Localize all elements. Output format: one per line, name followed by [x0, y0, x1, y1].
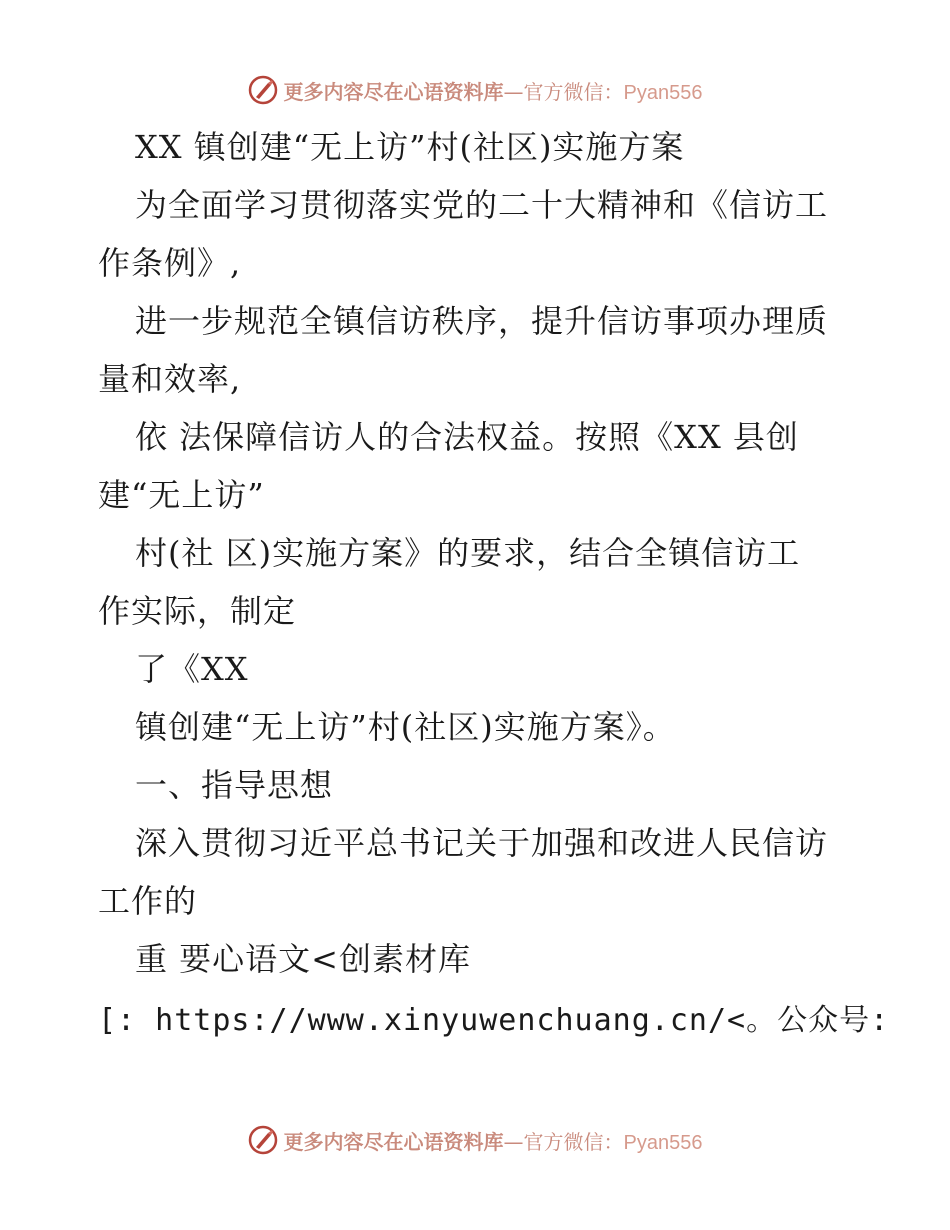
section-heading: 一、指导思想 — [135, 766, 334, 804]
banner-wechat-label: 官方微信： — [523, 1129, 624, 1154]
paragraph-line: 为全面学习贯彻落实党的二十大精神和《信访工 — [135, 186, 829, 224]
paragraph-line: 镇创建“无上访”村(社区)实施方案》。 — [135, 708, 676, 746]
banner-text — [284, 76, 703, 105]
banner-wechat-id: Pyan556 — [623, 1131, 703, 1154]
paragraph-line: 了《XX — [135, 650, 249, 688]
quill-pen-logo-icon — [248, 75, 278, 105]
banner-wechat-id: Pyan556 — [623, 81, 703, 104]
paragraph-line: 建“无上访” — [98, 476, 265, 514]
paragraph-line: 依 法保障信访人的合法权益。按照《XX 县创 — [135, 418, 799, 456]
banner-dash: — — [503, 79, 524, 104]
footer-banner — [0, 1120, 950, 1160]
document-title: XX 镇创建“无上访”村(社区)实施方案 — [135, 128, 685, 166]
url-line: [: https://www.xinyuwenchuang.cn/<。公众号: — [98, 1003, 890, 1038]
paragraph-line: 深入贯彻习近平总书记关于加强和改进人民信访 — [135, 824, 829, 862]
banner-main-text: 更多内容尽在心语资料库 — [283, 1129, 504, 1154]
paragraph-line: 工作的 — [98, 882, 198, 920]
paragraph-line: 进一步规范全镇信访秩序，提升信访事项办理质 — [135, 302, 829, 340]
paragraph-line: 重 要心语文<创素材库 — [135, 940, 471, 978]
banner-text — [284, 1126, 703, 1155]
paragraph-line: 村(社 区)实施方案》的要求，结合全镇信访工 — [135, 534, 801, 572]
paragraph-line: 量和效率, — [98, 360, 242, 398]
banner-main-text: 更多内容尽在心语资料库 — [283, 79, 504, 104]
header-banner — [0, 70, 950, 110]
quill-pen-logo-icon — [248, 1125, 278, 1155]
banner-wechat-label: 官方微信： — [523, 79, 624, 104]
paragraph-line: 作条例》, — [98, 244, 242, 282]
banner-dash: — — [503, 1129, 524, 1154]
paragraph-line: 作实际，制定 — [98, 592, 297, 630]
